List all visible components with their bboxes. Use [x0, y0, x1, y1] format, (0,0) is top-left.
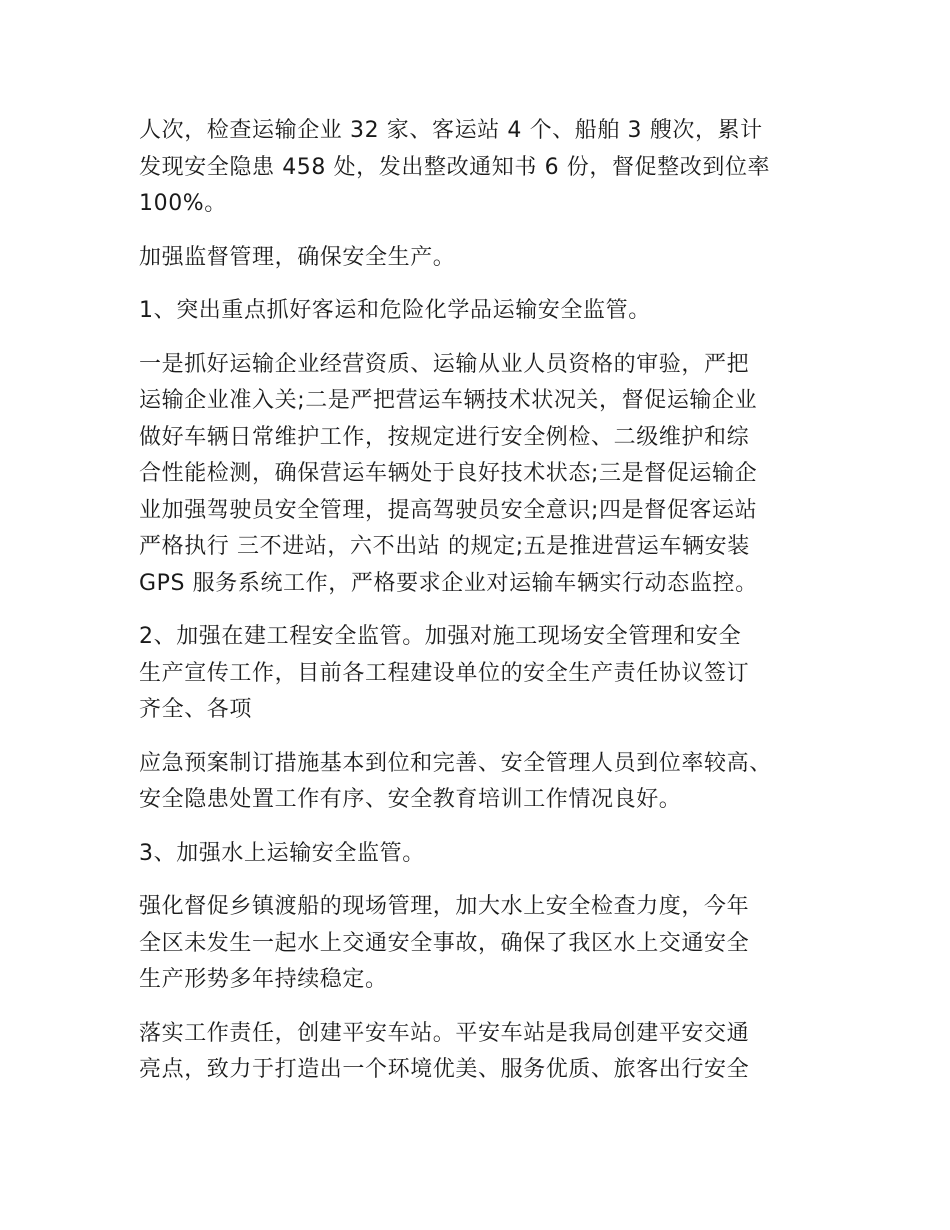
text-line: 1、突出重点抓好客运和危险化学品运输安全监管。	[139, 298, 651, 323]
paragraph	[139, 293, 811, 330]
text-line: 强化督促乡镇渡船的现场管理，加大水上安全检查力度，今年	[139, 894, 750, 919]
text-line: 亮点，致力于打造出一个环境优美、服务优质、旅客出行安全	[139, 1057, 750, 1082]
paragraph	[139, 746, 811, 819]
text-line: 做好车辆日常维护工作，按规定进行安全例检、二级维护和综	[139, 424, 750, 450]
text-line: 生产形势多年持续稳定。	[139, 967, 388, 992]
text-line: 3、加强水上运输安全监管。	[139, 840, 425, 866]
paragraph	[139, 889, 811, 999]
text-line: 严格执行 三不进站，六不出站 的规定;五是推进营运车辆安装	[139, 534, 750, 559]
text-line: 加强监督管理，确保安全生产。	[139, 244, 456, 270]
text-line: 100%。	[139, 191, 227, 216]
text-line: 应急预案制订措施基本到位和完善、安全管理人员到位率较高、	[139, 750, 772, 776]
paragraph	[139, 619, 811, 729]
text-line: 全区未发生一起水上交通安全事故，确保了我区水上交通安全	[139, 930, 750, 956]
text-line: 发现安全隐患 458 处，发出整改通知书 6 份，督促整改到位率	[139, 154, 771, 180]
paragraph	[139, 836, 811, 873]
paragraph	[139, 240, 811, 277]
text-line: GPS 服务系统工作，严格要求企业对运输车辆实行动态监控。	[139, 570, 758, 596]
text-line: 生产宣传工作，目前各工程建设单位的安全生产责任协议签订	[139, 660, 750, 686]
paragraph	[139, 347, 811, 603]
text-line: 安全隐患处置工作有序、安全教育培训工作情况良好。	[139, 787, 682, 812]
text-line: 人次，检查运输企业 32 家、客运站 4 个、船舶 3 艘次，累计	[139, 118, 763, 143]
text-line: 运输企业准入关;二是严把营运车辆技术状况关，督促运输企业	[139, 388, 758, 413]
text-line: 落实工作责任，创建平安车站。平安车站是我局创建平安交通	[139, 1020, 750, 1046]
text-line: 齐全、各项	[139, 697, 253, 722]
text-line: 合性能检测，确保营运车辆处于良好技术状态;三是督促运输企	[139, 461, 758, 486]
text-line: 一是抓好运输企业经营资质、运输从业人员资格的审验，严把	[139, 351, 750, 377]
text-line: 业加强驾驶员安全管理，提高驾驶员安全意识;四是督促客运站	[139, 497, 758, 523]
text-line: 2、加强在建工程安全监管。加强对施工现场安全管理和安全	[139, 624, 742, 649]
document-body	[139, 113, 811, 1106]
paragraph	[139, 113, 811, 223]
paragraph	[139, 1016, 811, 1089]
